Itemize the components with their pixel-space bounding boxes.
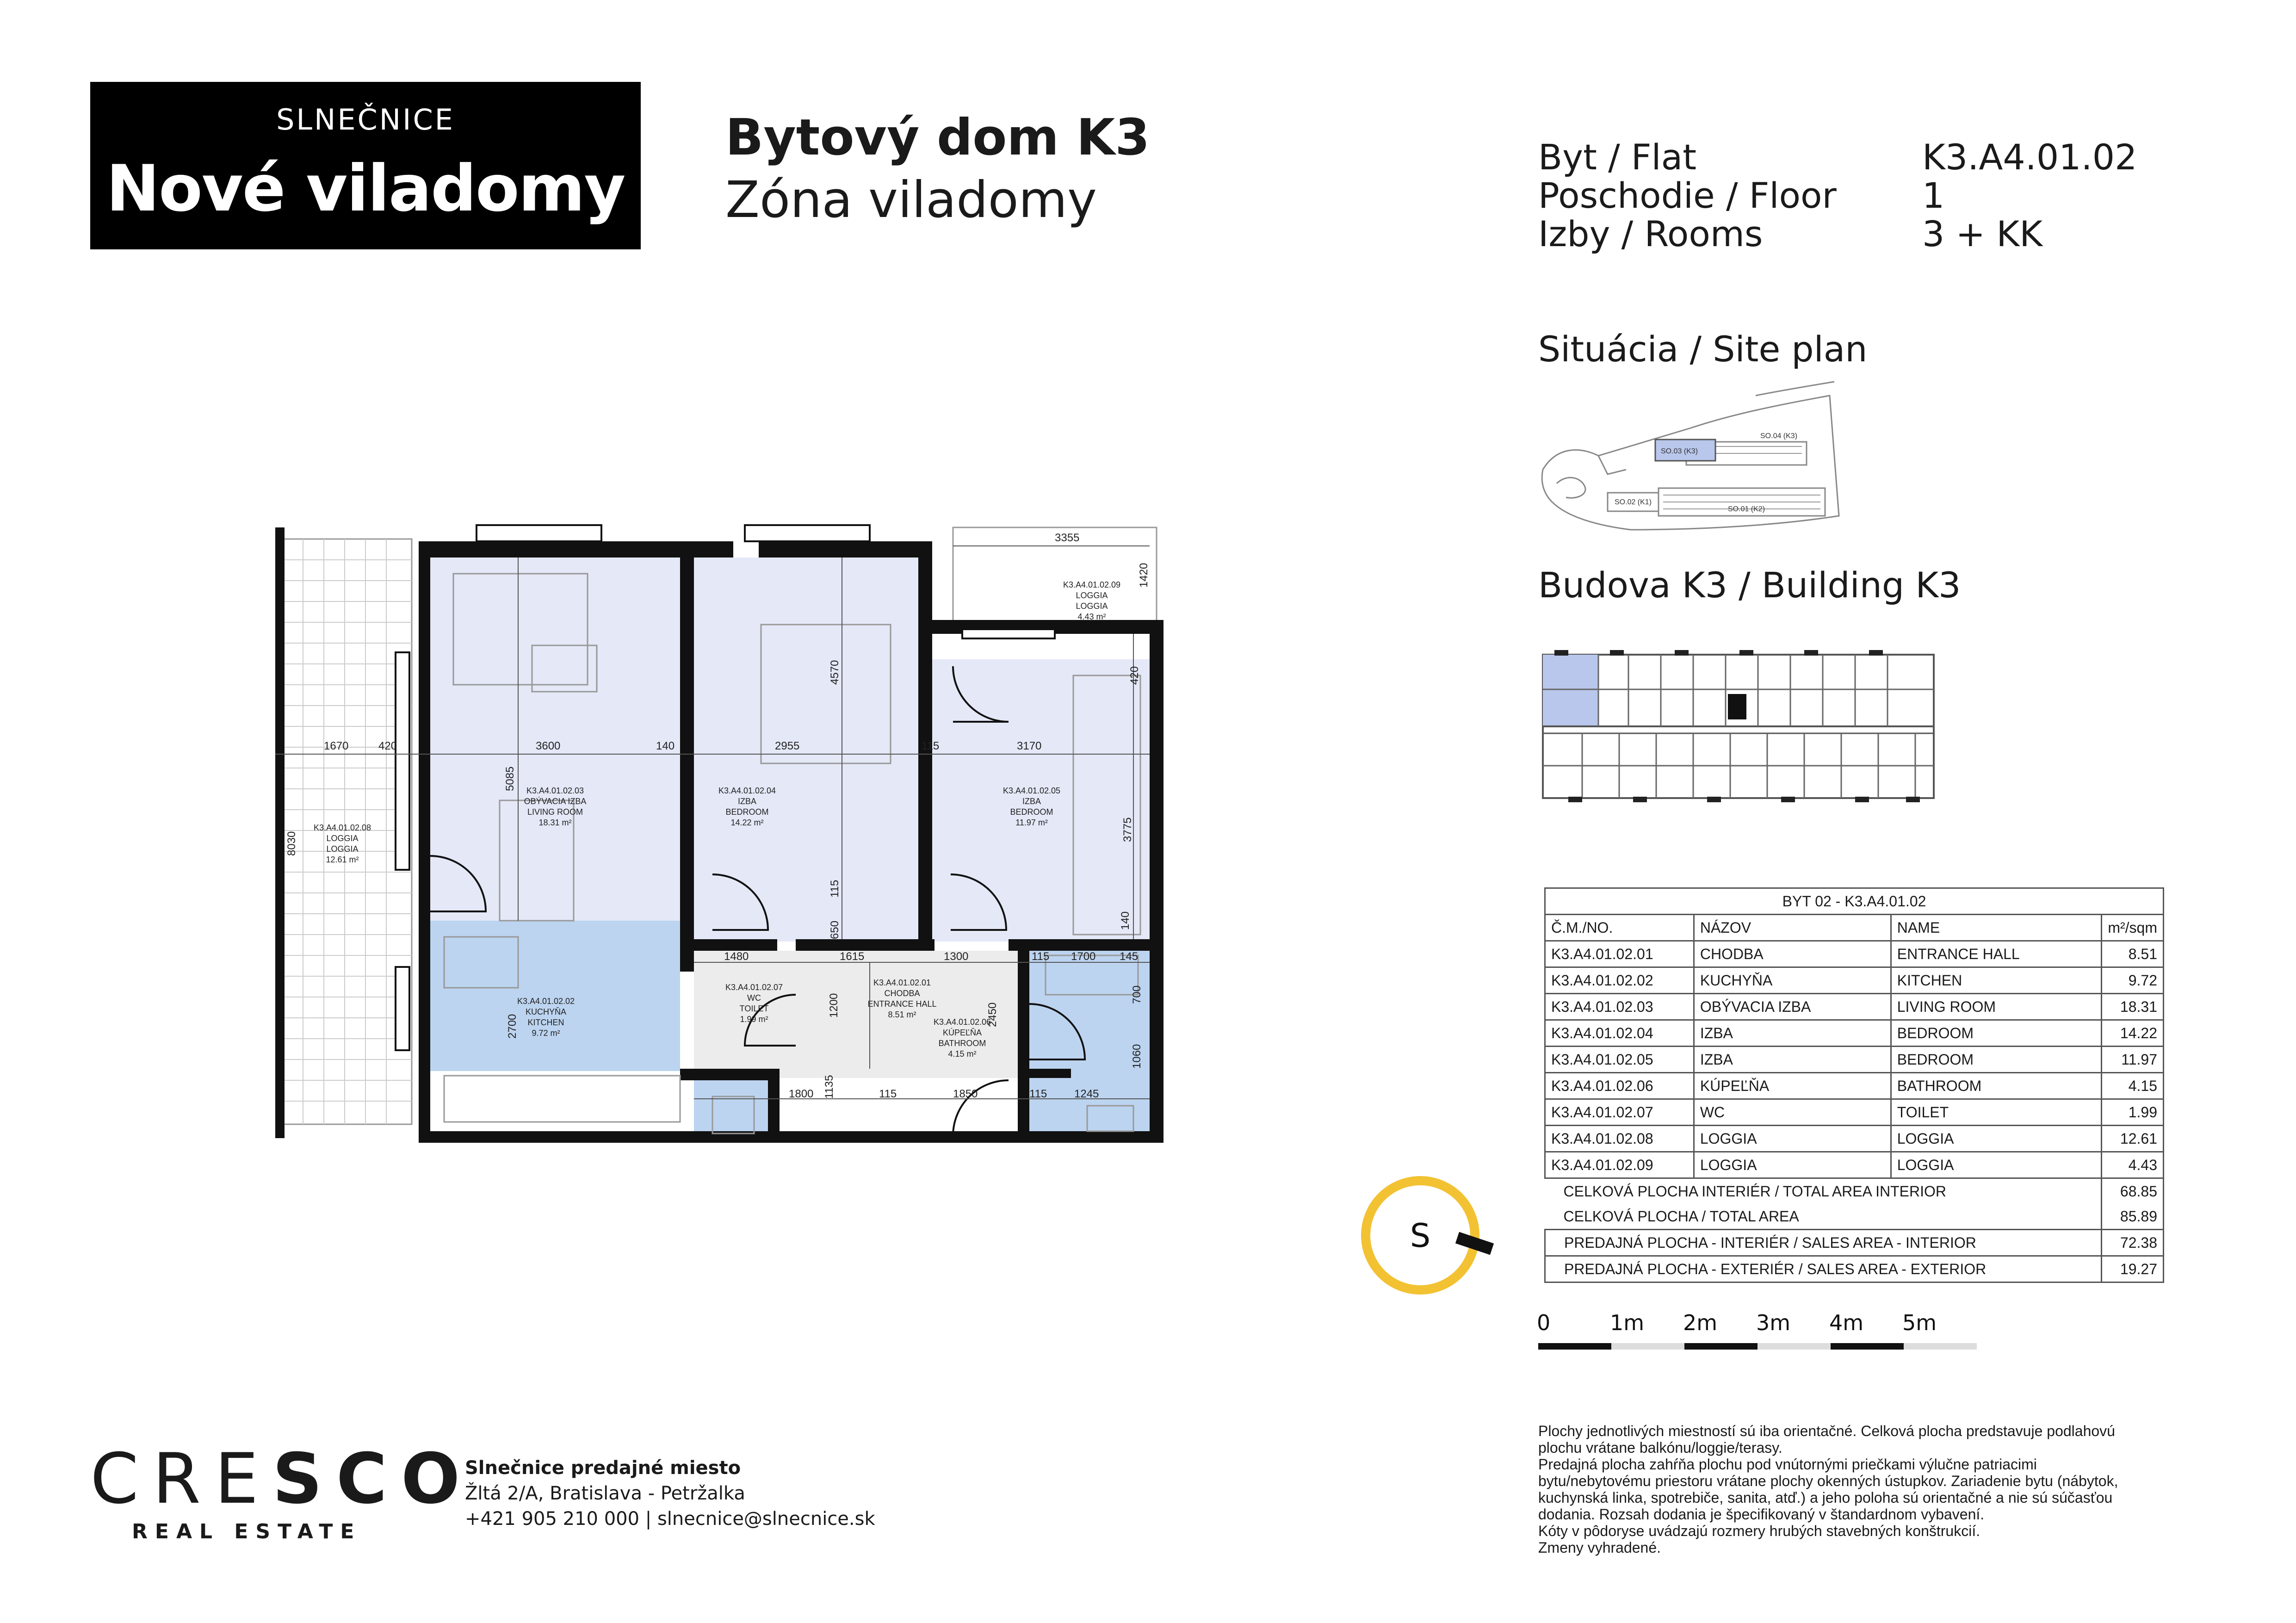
dim-1480: 1480 bbox=[724, 950, 749, 963]
scale-label-1: 1m bbox=[1610, 1310, 1645, 1335]
cell-nazov: IZBA bbox=[1694, 1020, 1891, 1047]
zone-subtitle: Zóna viladomy bbox=[725, 171, 1097, 229]
site-label-so01: SO.01 (K2) bbox=[1728, 505, 1765, 513]
disclaimer-line: Predajná plocha zahŕňa plochu pod vnútornými priečkami výlučne patriacimi bbox=[1538, 1456, 2037, 1473]
scale-bar bbox=[1536, 1307, 1980, 1358]
dim-115-vertical: 115 bbox=[829, 880, 841, 898]
disclaimer-line: dodania. Rozsah dodania je špecifikovaný v štandardnom vybavení. bbox=[1538, 1506, 1985, 1523]
cell-nazov: KUCHYŇA bbox=[1694, 967, 1891, 994]
table-row bbox=[1545, 1020, 2164, 1047]
room-label-loggia1-area: 12.61 m² bbox=[326, 855, 359, 864]
dim-4570: 4570 bbox=[829, 660, 841, 685]
sales-point-title: Slnečnice predajné miesto bbox=[465, 1457, 741, 1479]
dim-1420: 1420 bbox=[1138, 563, 1150, 588]
cell-nazov: LOGGIA bbox=[1694, 1152, 1891, 1178]
dim-115-bottom-left: 115 bbox=[879, 1088, 897, 1100]
sales-value: 72.38 bbox=[2102, 1230, 2164, 1256]
room-label-bed1-no: K3.A4.01.02.04 bbox=[718, 786, 776, 795]
dim-700: 700 bbox=[1131, 985, 1143, 1004]
wc-area bbox=[694, 1078, 768, 1140]
kitchen-area bbox=[430, 921, 680, 1071]
brand-name-main: Nové viladomy bbox=[106, 151, 625, 226]
site-plan-map bbox=[1538, 377, 1844, 539]
site-label-so03: SO.03 (K3) bbox=[1661, 447, 1698, 455]
compass-north-marker bbox=[1457, 1238, 1492, 1249]
cell-name: KITCHEN bbox=[1891, 967, 2102, 994]
room-label-wc-no: K3.A4.01.02.07 bbox=[725, 983, 783, 992]
cell-no: K3.A4.01.02.05 bbox=[1545, 1047, 1694, 1073]
building-key-plan bbox=[1541, 648, 1943, 814]
disclaimer-line: plochu vrátane balkónu/loggie/terasy. bbox=[1538, 1439, 1782, 1456]
room-label-kitchen-en: KITCHEN bbox=[527, 1018, 564, 1027]
cell-area: 11.97 bbox=[2102, 1047, 2164, 1073]
room-label-hall-sk: CHODBA bbox=[884, 989, 920, 998]
dim-140-top: 140 bbox=[656, 740, 675, 752]
sales-value: 19.27 bbox=[2102, 1256, 2164, 1282]
cell-no: K3.A4.01.02.04 bbox=[1545, 1020, 1694, 1047]
company-logo-bold: SCO bbox=[272, 1439, 474, 1519]
room-label-hall-area: 8.51 m² bbox=[888, 1010, 916, 1019]
sales-row bbox=[1545, 1230, 2164, 1256]
brand-name-top: SLNEČNICE bbox=[276, 103, 455, 136]
company-subtitle: REAL ESTATE bbox=[132, 1520, 362, 1543]
dim-3600: 3600 bbox=[536, 740, 561, 752]
disclaimer-text bbox=[1538, 1423, 2218, 1556]
room-label-bed1-sk: IZBA bbox=[737, 797, 757, 806]
dim-1700: 1700 bbox=[1071, 950, 1096, 963]
table-caption-row bbox=[1545, 888, 2164, 915]
north-compass bbox=[1358, 1171, 1506, 1309]
area-table bbox=[1544, 887, 2164, 1283]
table-row bbox=[1545, 994, 2164, 1020]
cell-name: TOILET bbox=[1891, 1099, 2102, 1126]
floor-plan bbox=[268, 514, 1221, 1152]
cell-area: 14.22 bbox=[2102, 1020, 2164, 1047]
dim-3355: 3355 bbox=[1055, 532, 1080, 544]
room-label-bed1-en: BEDROOM bbox=[725, 807, 769, 817]
table-caption: BYT 02 - K3.A4.01.02 bbox=[1545, 888, 2164, 915]
room-label-loggia1-en: LOGGIA bbox=[326, 844, 359, 854]
cell-area: 9.72 bbox=[2102, 967, 2164, 994]
room-label-living-sk: OBÝVACIA IZBA bbox=[524, 797, 587, 806]
room-label-loggia1-sk: LOGGIA bbox=[326, 834, 359, 843]
room-label-living-area: 18.31 m² bbox=[538, 818, 572, 827]
scale-label-2: 2m bbox=[1683, 1310, 1718, 1335]
disclaimer-line: Plochy jednotlivých miestností sú iba orientačné. Celková plocha predstavuje podlahovú bbox=[1538, 1423, 2115, 1439]
table-row bbox=[1545, 1073, 2164, 1099]
scale-label-4: 4m bbox=[1829, 1310, 1864, 1335]
dim-1245: 1245 bbox=[1074, 1088, 1099, 1100]
dim-1200: 1200 bbox=[828, 993, 840, 1018]
company-logo-light: CRE bbox=[90, 1439, 272, 1519]
rooms-value: 3 + KK bbox=[1922, 213, 2043, 254]
table-row bbox=[1545, 1047, 2164, 1073]
disclaimer-line: kuchynská linka, spotrebiče, sanita, atď.) a jeho poloha sú orientačné a nie sú súčasťou bbox=[1538, 1489, 2113, 1506]
dim-5085: 5085 bbox=[504, 766, 516, 791]
table-row bbox=[1545, 1152, 2164, 1178]
total-row bbox=[1545, 1204, 2164, 1230]
cell-nazov: IZBA bbox=[1694, 1047, 1891, 1073]
rooms-label: Izby / Rooms bbox=[1538, 213, 1763, 254]
cell-area: 12.61 bbox=[2102, 1126, 2164, 1152]
room-label-kitchen-area: 9.72 m² bbox=[532, 1028, 560, 1038]
cell-no: K3.A4.01.02.01 bbox=[1545, 941, 1694, 967]
dim-650: 650 bbox=[829, 920, 841, 939]
total-label: CELKOVÁ PLOCHA INTERIÉR / TOTAL AREA INTERIOR bbox=[1563, 1183, 1946, 1200]
cell-nazov: LOGGIA bbox=[1694, 1126, 1891, 1152]
sales-point-contact: +421 905 210 000 | slnecnice@slnecnice.sk bbox=[465, 1508, 875, 1530]
bedroom-1-area bbox=[694, 558, 918, 942]
site-plan-title: Situácia / Site plan bbox=[1538, 328, 1868, 370]
dim-420-right: 420 bbox=[1128, 666, 1141, 685]
cell-name: LOGGIA bbox=[1891, 1152, 2102, 1178]
cell-name: ENTRANCE HALL bbox=[1891, 941, 2102, 967]
table-row bbox=[1545, 1099, 2164, 1126]
room-label-bed1-area: 14.22 m² bbox=[730, 818, 764, 827]
room-label-living-no: K3.A4.01.02.03 bbox=[526, 786, 584, 795]
site-label-so04: SO.04 (K3) bbox=[1760, 432, 1798, 440]
floor-value: 1 bbox=[1922, 175, 1945, 216]
room-label-kitchen-no: K3.A4.01.02.02 bbox=[517, 997, 575, 1006]
sales-row bbox=[1545, 1256, 2164, 1282]
cell-name: LIVING ROOM bbox=[1891, 994, 2102, 1020]
table-row bbox=[1545, 967, 2164, 994]
cell-area: 1.99 bbox=[2102, 1099, 2164, 1126]
room-label-loggia1-no: K3.A4.01.02.08 bbox=[313, 823, 371, 832]
total-value: 68.85 bbox=[2102, 1178, 2164, 1204]
flat-value: K3.A4.01.02 bbox=[1922, 136, 2137, 178]
table-header-row bbox=[1545, 915, 2164, 941]
dim-1060: 1060 bbox=[1131, 1044, 1143, 1069]
dim-1135: 1135 bbox=[823, 1075, 835, 1099]
compass-letter: S bbox=[1410, 1217, 1431, 1255]
dim-1670: 1670 bbox=[324, 740, 349, 752]
cell-area: 8.51 bbox=[2102, 941, 2164, 967]
cell-no: K3.A4.01.02.02 bbox=[1545, 967, 1694, 994]
cell-no: K3.A4.01.02.08 bbox=[1545, 1126, 1694, 1152]
room-label-loggia2-no: K3.A4.01.02.09 bbox=[1063, 580, 1121, 589]
cell-name: BEDROOM bbox=[1891, 1020, 2102, 1047]
table-row bbox=[1545, 1126, 2164, 1152]
table-row bbox=[1545, 941, 2164, 967]
room-label-loggia2-en: LOGGIA bbox=[1076, 601, 1108, 611]
building-title: Bytový dom K3 bbox=[725, 109, 1150, 167]
dim-420-left: 420 bbox=[378, 740, 397, 752]
total-row bbox=[1545, 1178, 2164, 1204]
cell-name: BATHROOM bbox=[1891, 1073, 2102, 1099]
room-label-bath-no: K3.A4.01.02.06 bbox=[933, 1017, 991, 1027]
cell-no: K3.A4.01.02.06 bbox=[1545, 1073, 1694, 1099]
room-label-wc-en: TOILET bbox=[739, 1004, 769, 1013]
scale-label-3: 3m bbox=[1756, 1310, 1791, 1335]
dim-140-vertical: 140 bbox=[1119, 911, 1132, 930]
col-header-name: NAME bbox=[1891, 915, 2102, 941]
disclaimer-line: Kóty v pôdoryse uvádzajú rozmery hrubých stavebných konštrukcií. bbox=[1538, 1523, 1980, 1539]
dim-1850: 1850 bbox=[953, 1088, 978, 1100]
sales-label: PREDAJNÁ PLOCHA - INTERIÉR / SALES AREA - INTERIOR bbox=[1545, 1230, 2102, 1256]
cell-area: 18.31 bbox=[2102, 994, 2164, 1020]
cell-no: K3.A4.01.02.03 bbox=[1545, 994, 1694, 1020]
dim-1615: 1615 bbox=[840, 950, 865, 963]
dim-3170: 3170 bbox=[1017, 740, 1042, 752]
cell-area: 4.43 bbox=[2102, 1152, 2164, 1178]
cell-name: BEDROOM bbox=[1891, 1047, 2102, 1073]
living-room-area bbox=[430, 558, 680, 965]
dim-2450: 2450 bbox=[986, 1002, 999, 1027]
room-label-loggia2-sk: LOGGIA bbox=[1076, 591, 1108, 600]
room-label-bed2-en: BEDROOM bbox=[1010, 807, 1053, 817]
dim-145: 145 bbox=[1120, 950, 1139, 963]
disclaimer-line: bytu/nebytovému priestoru vrátane plochy okenných ústupkov. Zariadenie bytu (nábytok, bbox=[1538, 1473, 2118, 1489]
building-key-highlight bbox=[1543, 655, 1598, 726]
room-label-bath-sk: KÚPEĽŇA bbox=[942, 1028, 982, 1037]
brand-logo bbox=[90, 82, 641, 249]
dim-115-top: 115 bbox=[922, 740, 940, 752]
dim-2700: 2700 bbox=[506, 1014, 519, 1039]
total-label: CELKOVÁ PLOCHA / TOTAL AREA bbox=[1563, 1208, 1799, 1225]
cell-nazov: KÚPEĽŇA bbox=[1694, 1073, 1891, 1099]
cell-area: 4.15 bbox=[2102, 1073, 2164, 1099]
cell-nazov: OBÝVACIA IZBA bbox=[1694, 994, 1891, 1020]
room-label-bed2-area: 11.97 m² bbox=[1015, 818, 1048, 827]
disclaimer-line: Zmeny vyhradené. bbox=[1538, 1539, 1661, 1556]
room-label-bed2-sk: IZBA bbox=[1022, 797, 1041, 806]
room-label-hall-no: K3.A4.01.02.01 bbox=[873, 978, 931, 987]
room-label-kitchen-sk: KUCHYŇA bbox=[525, 1007, 567, 1016]
col-header-sqm: m²/sqm bbox=[2102, 915, 2164, 941]
dim-115-bottom-right: 115 bbox=[1029, 1088, 1047, 1100]
scale-label-0: 0 bbox=[1537, 1310, 1551, 1335]
col-header-nazov: NÁZOV bbox=[1694, 915, 1891, 941]
sales-label: PREDAJNÁ PLOCHA - EXTERIÉR / SALES AREA - EXTERIOR bbox=[1545, 1256, 2102, 1282]
company-logo bbox=[90, 1439, 474, 1519]
room-label-wc-sk: WC bbox=[747, 993, 761, 1003]
room-label-loggia2-area: 4.43 m² bbox=[1077, 612, 1106, 621]
dim-115-hall: 115 bbox=[1032, 950, 1050, 963]
room-label-wc-area: 1.99 m² bbox=[740, 1015, 768, 1024]
dim-8030: 8030 bbox=[285, 831, 298, 856]
total-value: 85.89 bbox=[2102, 1204, 2164, 1230]
room-label-bed2-no: K3.A4.01.02.05 bbox=[1003, 786, 1061, 795]
room-label-hall-en: ENTRANCE HALL bbox=[867, 999, 937, 1009]
cell-no: K3.A4.01.02.07 bbox=[1545, 1099, 1694, 1126]
dim-1800: 1800 bbox=[789, 1088, 814, 1100]
scale-label-5: 5m bbox=[1902, 1310, 1937, 1335]
floor-label: Poschodie / Floor bbox=[1538, 175, 1837, 216]
room-label-bath-en: BATHROOM bbox=[938, 1039, 986, 1048]
cell-no: K3.A4.01.02.09 bbox=[1545, 1152, 1694, 1178]
building-plan-title: Budova K3 / Building K3 bbox=[1538, 564, 1961, 606]
flat-label: Byt / Flat bbox=[1538, 136, 1697, 178]
site-label-so02: SO.02 (K1) bbox=[1615, 498, 1652, 506]
dim-1300: 1300 bbox=[944, 950, 969, 963]
col-header-no: Č.M./NO. bbox=[1545, 915, 1694, 941]
dim-2955: 2955 bbox=[775, 740, 800, 752]
room-label-bath-area: 4.15 m² bbox=[948, 1049, 977, 1059]
sales-point-address: Žltá 2/A, Bratislava - Petržalka bbox=[465, 1483, 745, 1504]
cell-nazov: CHODBA bbox=[1694, 941, 1891, 967]
cell-name: LOGGIA bbox=[1891, 1126, 2102, 1152]
room-label-living-en: LIVING ROOM bbox=[527, 807, 583, 817]
dim-3775: 3775 bbox=[1121, 817, 1134, 842]
cell-nazov: WC bbox=[1694, 1099, 1891, 1126]
